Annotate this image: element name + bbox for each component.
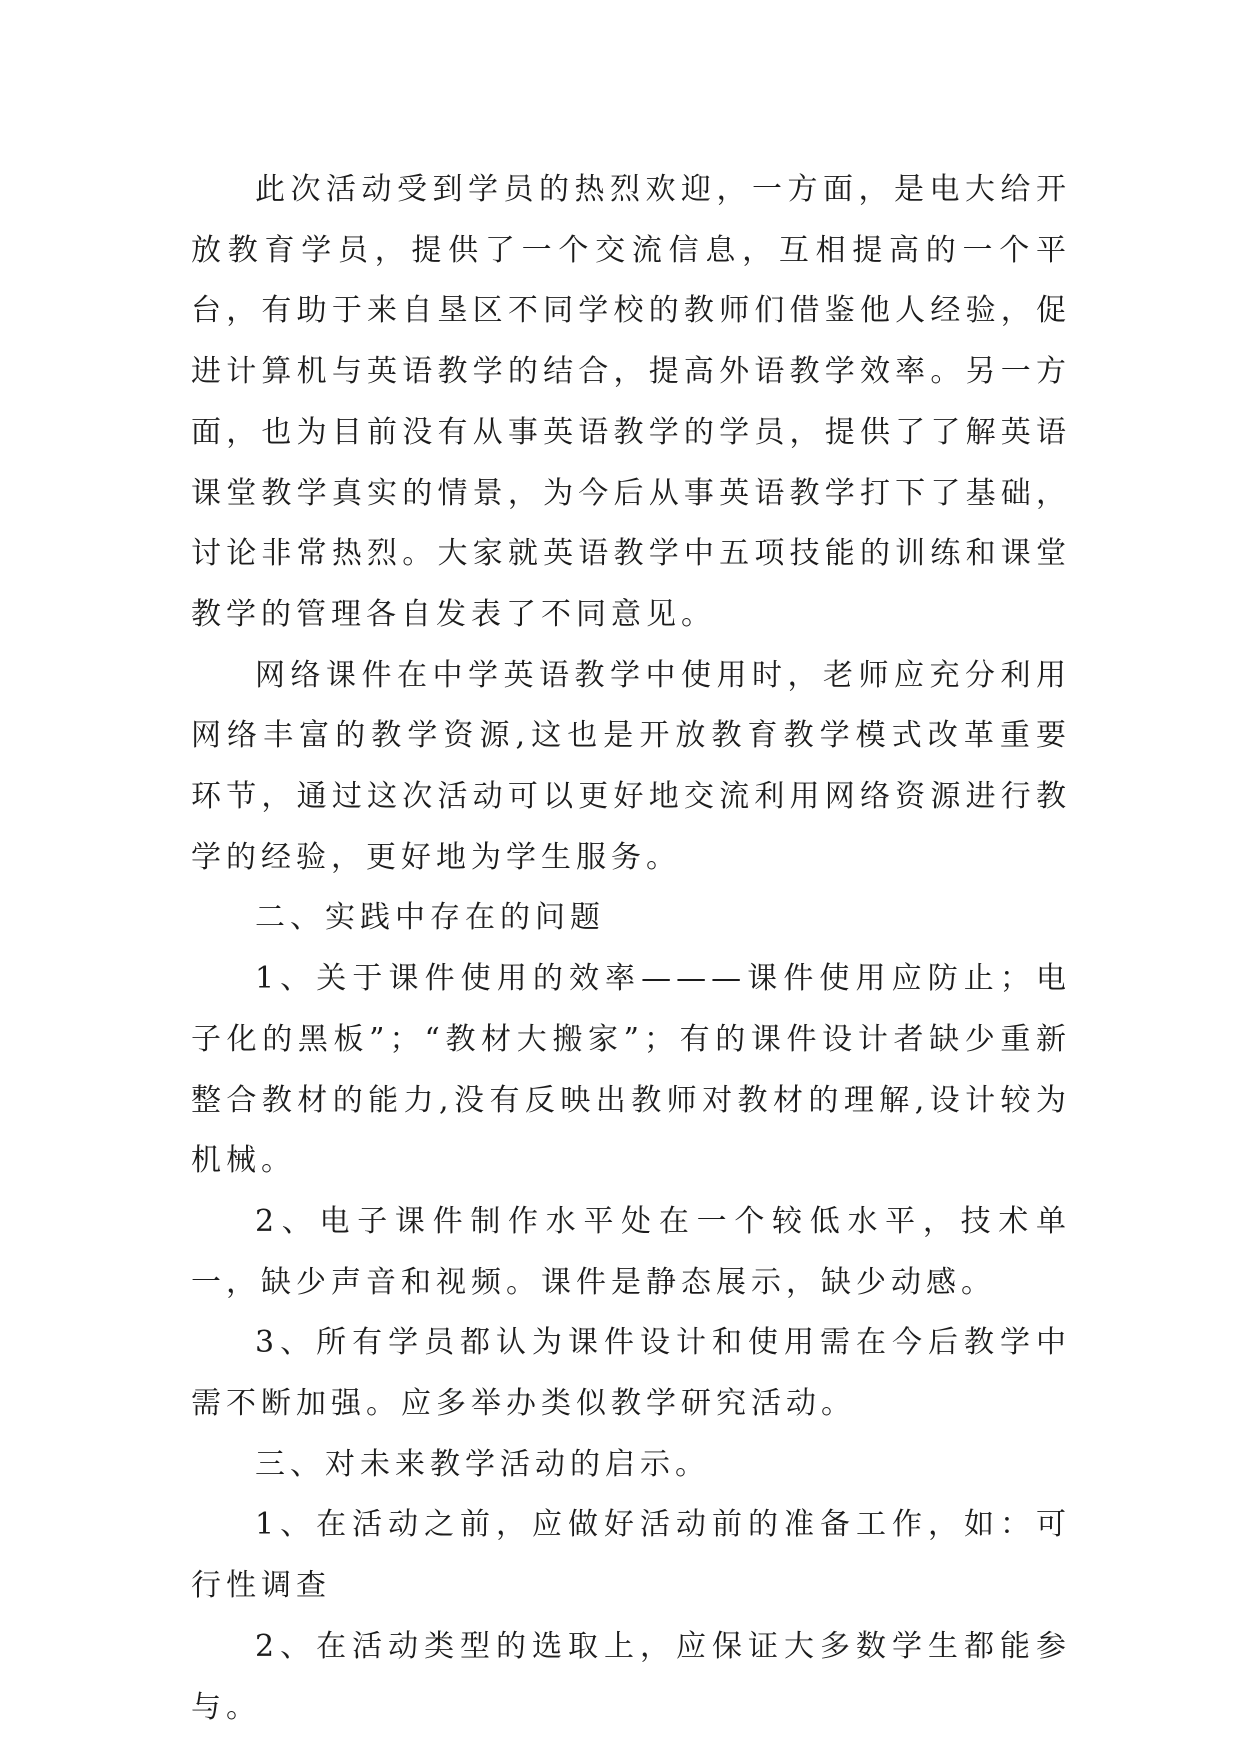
heading-future-insights: 三、对未来教学活动的启示。	[255, 1446, 710, 1482]
paragraph-activity-reception: 此次活动受到学员的热烈欢迎，一方面，是电大给开放教育学员，提供了一个交流信息，互相提高的一个平台，有助于来自垦区不同学校的教师们借鉴他人经验，促进计算机与英语教学的结合，提高外语教学效率。另一方面，也为目前没有从事英语教学的学员，提供了了解英语课堂教学真实的情景，为今后从事英语教学打下了基础，讨论非常热烈。大家就英语教学中五项技能的训练和课堂教学的管理各自发表了不同意见。	[191, 172, 1071, 632]
list-item-problem-3: 3、所有学员都认为课件设计和使用需在今后教学中需不断加强。应多举办类似教学研究活动。	[191, 1325, 1071, 1422]
heading-practice-problems: 二、实践中存在的问题	[255, 900, 605, 936]
list-item-insight-2: 2、在活动类型的选取上，应保证大多数学生都能参与。	[191, 1628, 1071, 1725]
list-item-insight-1: 1、在活动之前，应做好活动前的准备工作，如：可行性调查	[191, 1507, 1071, 1604]
list-item-problem-1: 1、关于课件使用的效率———课件使用应防止；电子化的黑板”；“教材大搬家”；有的课件设计者缺少重新整合教材的能力,没有反映出教师对教材的理解,设计较为机械。	[191, 961, 1071, 1179]
list-item-problem-2: 2、电子课件制作水平处在一个较低水平，技术单一，缺少声音和视频。课件是静态展示，缺少动感。	[191, 1203, 1071, 1300]
document-body	[191, 160, 1071, 1738]
paragraph-network-courseware: 网络课件在中学英语教学中使用时，老师应充分利用网络丰富的教学资源,这也是开放教育教学模式改革重要环节，通过这次活动可以更好地交流利用网络资源进行教学的经验，更好地为学生服务。	[191, 657, 1071, 875]
